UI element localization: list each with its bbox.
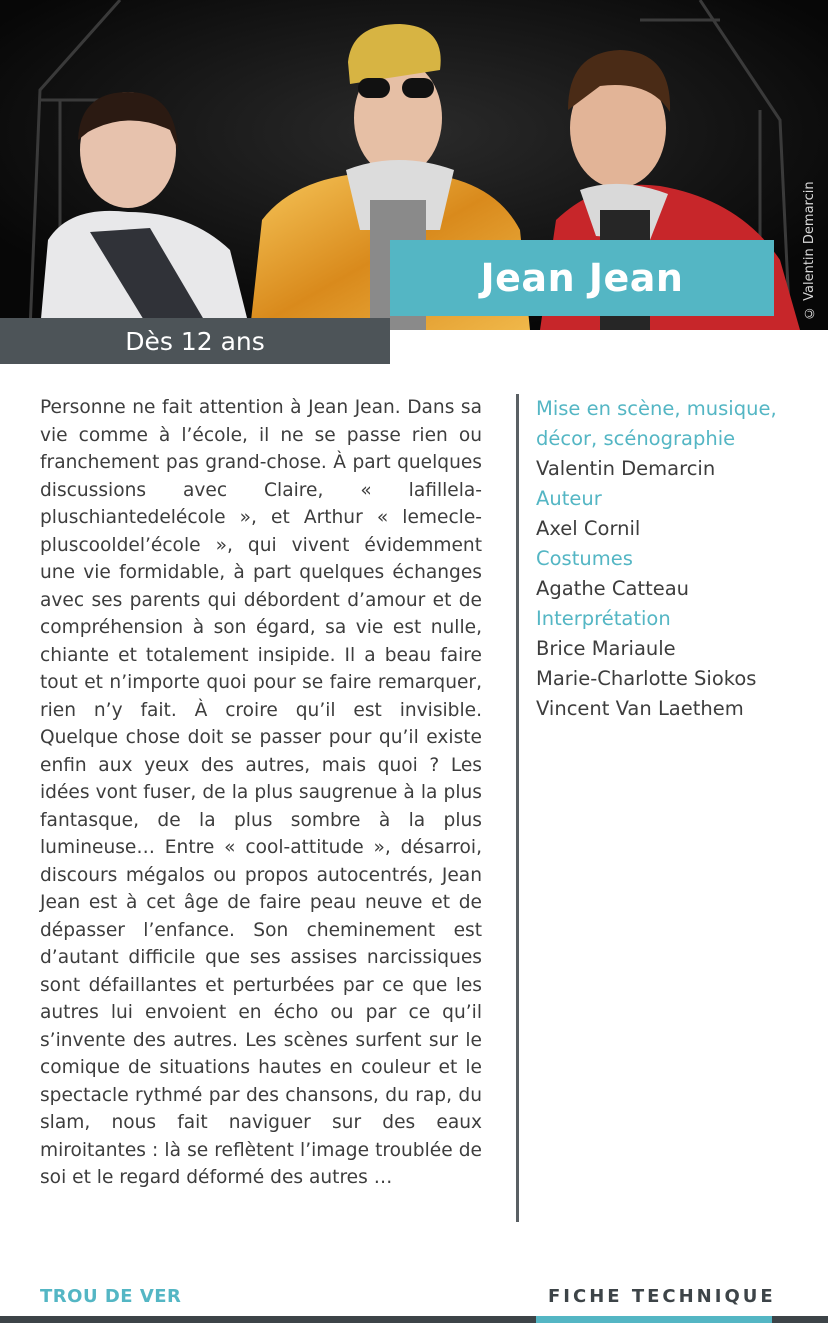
footer-company: TROU DE VER (40, 1286, 182, 1307)
credit-name-cast-3: Vincent Van Laethem (536, 697, 744, 720)
footer-rule-accent (536, 1316, 772, 1323)
footer-section-label: FICHE TECHNIQUE (548, 1286, 776, 1307)
credit-role-direction: Mise en scène, musique, décor, scénographie (536, 397, 777, 450)
credit-name-costumes: Agathe Catteau (536, 577, 690, 600)
credits-list (536, 394, 816, 724)
age-banner (0, 318, 390, 364)
page-title: Jean Jean (480, 256, 684, 300)
credit-role-author: Auteur (536, 487, 602, 510)
credit-name-cast-2: Marie-Charlotte Siokos (536, 667, 757, 690)
credit-name-direction: Valentin Demarcin (536, 457, 716, 480)
age-label: Dès 12 ans (125, 326, 265, 356)
photo-credit: © Valentin Demarcin (802, 181, 817, 320)
credit-role-cast: Interprétation (536, 607, 671, 630)
credit-name-cast-1: Brice Mariaule (536, 637, 676, 660)
footer-rule (0, 1316, 828, 1323)
title-banner (390, 240, 774, 316)
synopsis-text: Personne ne fait attention à Jean Jean. Dans sa vie comme à l’école, il ne se passe rien ou franchement pas grand-chose. À part quelques discussions avec Claire, « lafillelapluschiantedelécole », et Arthur « lemeclepluscooldel’école », qui vivent évidemment une vie formidable, à part quelques échanges avec ses parents qui débordent d’amour et de compréhension à son égard, sa vie est nulle, chiante et totalement insipide. Il a beau faire tout et n’importe quoi pour se faire remarquer, rien n’y fait. À croire qu’il est invisible. Quelque chose doit se passer pour qu’il existe enfin aux yeux des autres, mais quoi ? Les idées vont fuser, de la plus saugrenue à la plus fantasque, de la plus sombre à la plus lumineuse… Entre « cool-attitude », désarroi, discours mégalos ou propos autocentrés, Jean Jean est à cet âge de faire peau neuve et de dépasser l’enfance. Son cheminement est d’autant difficile que ses assises narcissiques sont défaillantes et perturbées par ce que les autres lui envoient en écho ou par ce qu’il s’invente des autres. Les scènes surfent sur le comique de situations hautes en couleur et le spectacle rythmé par des chansons, du rap, du slam, nous fait naviguer sur des eaux miroitantes : là se reflètent l’image troublée de soi et le regard déformé des autres … (40, 397, 482, 1188)
credit-name-author: Axel Cornil (536, 517, 641, 540)
column-divider (516, 394, 519, 1222)
credit-role-costumes: Costumes (536, 547, 633, 570)
